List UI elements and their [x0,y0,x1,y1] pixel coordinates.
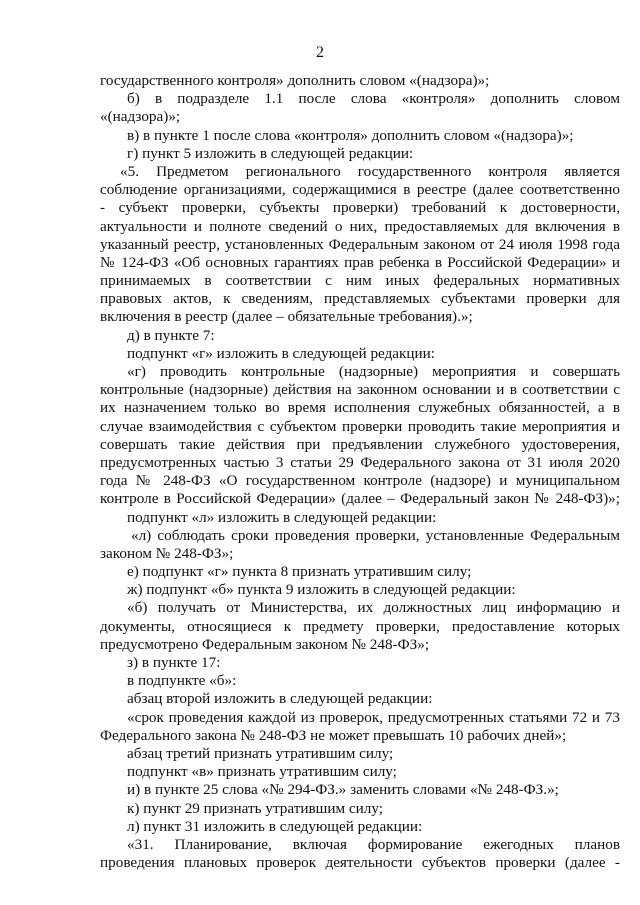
text-line: л) пункт 31 изложить в следующей редакции: [127,817,423,835]
text-line: абзац второй изложить в следующей редакции: [127,690,433,708]
text-line: б) в подразделе 1.1 после слова «контроля» дополнить словом [127,90,620,108]
text-line: предусмотренных частью 3 статьи 29 Федерального закона от 31 июля 2020 [100,453,620,471]
text-line: з) в пункте 17: [127,654,221,671]
text-line: «31. Планирование, включая формирование ежегодных планов [127,835,620,853]
text-line: «5. Предметом регионального государственного контроля является [120,162,620,180]
text-line: - субъект проверки, субъекты проверки) требований к достоверности, [100,199,620,217]
text-line: № 124-ФЗ «Об основных гарантиях прав ребенка в Российской Федерации» и [100,253,620,271]
text-line: включения в реестр (далее – обязательные требования).»; [100,308,473,326]
text-line: контрольные (надзорные) действия на законном основании и в соответствии с [100,381,620,399]
text-line: соблюдение организациями, содержащимися в реестре (далее соответственно [100,181,620,199]
text-line: документы, относящиеся к предмету проверки, предоставление которых [100,617,620,635]
text-line: принимаемых в соответствии с ним иных федеральных нормативных [100,272,620,290]
text-line: и) в пункте 25 слова «№ 294-ФЗ.» заменить словами «№ 248-ФЗ.»; [127,781,559,799]
text-line: д) в пункте 7: [127,326,215,344]
text-line: случае взаимодействия с субъектом проверки проводить такие мероприятия и [100,417,620,435]
text-line: г) пункт 5 изложить в следующей редакции: [127,144,414,162]
text-line: проведения плановых проверок деятельности субъектов проверки (далее - [100,854,620,872]
text-line: абзац третий признать утратившим силу; [127,744,394,762]
text-line: подпункт «г» изложить в следующей редакции: [127,344,436,362]
text-line: контроле в Российской Федерации» (далее – Федеральный закон № 248-ФЗ)»; [100,490,620,508]
document-body [100,72,620,872]
text-line: государственного контроля» дополнить словом «(надзора)»; [100,72,490,89]
text-line: указанный реестр, установленных Федеральным законом от 24 июля 1998 года [100,235,620,253]
page-number: 2 [316,44,324,61]
text-line: актуальности и полноте сведений о них, предоставляемых для включения в [100,217,620,235]
text-line: к) пункт 29 признать утратившим силу; [127,799,383,817]
text-line: ж) подпункт «б» пункта 9 изложить в следующей редакции: [127,581,516,599]
text-line: е) подпункт «г» пункта 8 признать утратившим силу; [127,563,472,581]
text-line: в подпункте «б»: [127,672,237,690]
text-line: «л) соблюдать сроки проведения проверки, установленные Федеральным [131,526,620,544]
text-line: их назначением только во время исполнения служебных обязанностей, а в [100,399,620,417]
text-line: подпункт «л» изложить в следующей редакции: [127,508,437,526]
text-line: «б) получать от Министерства, их должностных лиц информацию и [127,599,620,617]
text-line: «г) проводить контрольные (надзорные) мероприятия и совершать [127,363,620,380]
text-line: «(надзора)»; [100,108,181,126]
text-line: в) в пункте 1 после слова «контроля» дополнить словом «(надзора)»; [127,126,574,144]
text-line: подпункт «в» признать утратившим силу; [127,763,397,781]
text-line: законом № 248-ФЗ»; [100,544,234,562]
text-line: совершать такие действия при предъявлении служебного удостоверения, [100,435,620,453]
text-line: правовых актов, к сведениям, представляемых субъектами проверки для [100,290,620,308]
text-line: «срок проведения каждой из проверок, предусмотренных статьями 72 и 73 [127,708,620,726]
text-line: предусмотрено Федеральным законом № 248-ФЗ»; [100,635,430,653]
text-line: Федерального закона № 248-ФЗ не может превышать 10 рабочих дней»; [100,726,567,744]
text-line: года № 248-ФЗ «О государственном контроле (надзоре) и муниципальном [100,472,620,490]
